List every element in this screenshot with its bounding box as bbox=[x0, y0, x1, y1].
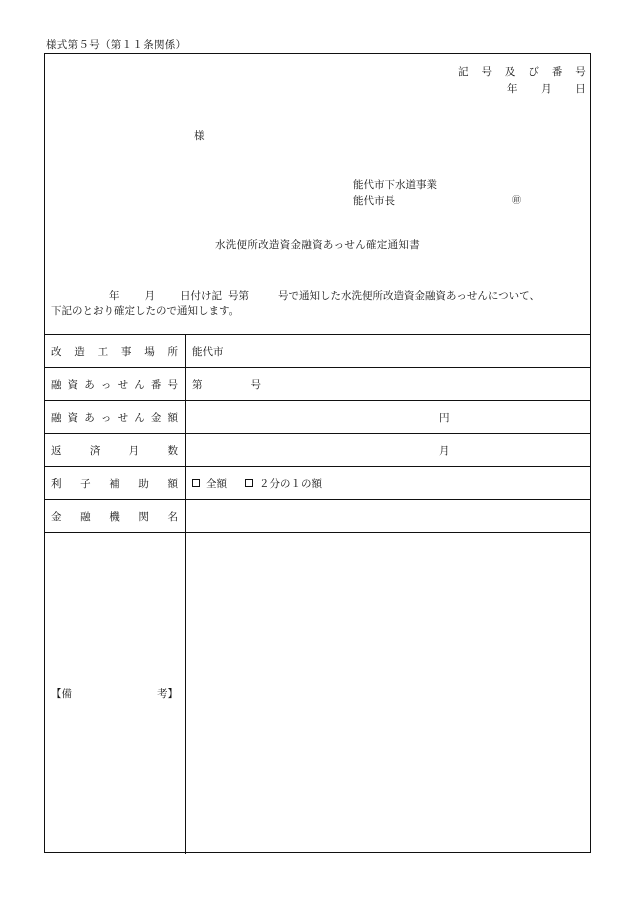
label-financial-institution: 金 融 機 関 名 bbox=[45, 500, 186, 532]
table-row-financial-institution bbox=[45, 500, 590, 533]
value-repayment-months[interactable] bbox=[186, 434, 590, 466]
label-interest-subsidy: 利 子 補 助 額 bbox=[45, 467, 186, 499]
issuer-mayor: 能代市長 bbox=[353, 195, 395, 207]
yen-unit: 円 bbox=[439, 411, 450, 424]
month-unit: 月 bbox=[439, 444, 450, 457]
document-title: 水洗便所改造資金融資あっせん確定通知書 bbox=[214, 239, 421, 251]
recipient-honorific: 様 bbox=[194, 130, 205, 142]
document-number-label: 記 号 及 び 番 号 bbox=[458, 66, 586, 78]
checkbox-full-amount[interactable] bbox=[192, 479, 200, 487]
form-caption: 様式第５号（第１１条関係） bbox=[46, 39, 187, 51]
table-row-interest-subsidy bbox=[45, 467, 590, 500]
notice-body-line-1: 年 月 日付け記 号第 号で通知した水洗便所改造資金融資あっせんについて、 bbox=[109, 290, 540, 302]
table-row-loan-amount bbox=[45, 401, 590, 434]
table-row-construction-site bbox=[45, 335, 590, 368]
notice-body bbox=[51, 289, 589, 319]
checkbox-half-amount[interactable] bbox=[245, 479, 253, 487]
label-repayment-months: 返 済 月 数 bbox=[45, 434, 186, 466]
notice-form bbox=[44, 53, 591, 853]
table-row-loan-number bbox=[45, 368, 590, 401]
label-remarks: 【備 考】 bbox=[45, 533, 186, 854]
seal-mark-icon: ㊞ bbox=[512, 195, 522, 206]
value-loan-amount[interactable] bbox=[186, 401, 590, 433]
document-date-label: 年 月 日 bbox=[507, 83, 586, 95]
label-loan-amount: 融 資 あ っ せ ん 金 額 bbox=[45, 401, 186, 433]
value-remarks[interactable] bbox=[186, 533, 590, 854]
value-interest-subsidy bbox=[186, 467, 590, 499]
option-full-amount[interactable]: 全額 bbox=[192, 476, 227, 491]
table-row-repayment-months bbox=[45, 434, 590, 467]
table-row-remarks bbox=[45, 533, 590, 854]
details-table bbox=[45, 334, 590, 854]
notice-body-line-2: 下記のとおり確定したので通知します。 bbox=[51, 305, 240, 317]
label-loan-number: 融 資 あ っ せ ん 番 号 bbox=[45, 368, 186, 400]
value-loan-number[interactable]: 第 号 bbox=[192, 378, 261, 391]
issuer-organization: 能代市下水道事業 bbox=[353, 179, 437, 191]
option-half-amount[interactable]: ２分の１の額 bbox=[245, 476, 322, 491]
document-number-block bbox=[458, 64, 586, 96]
issuer-block bbox=[353, 177, 521, 209]
label-construction-site: 改 造 工 事 場 所 bbox=[45, 335, 186, 367]
value-financial-institution[interactable] bbox=[186, 500, 590, 532]
value-construction-site[interactable]: 能代市 bbox=[192, 345, 224, 358]
